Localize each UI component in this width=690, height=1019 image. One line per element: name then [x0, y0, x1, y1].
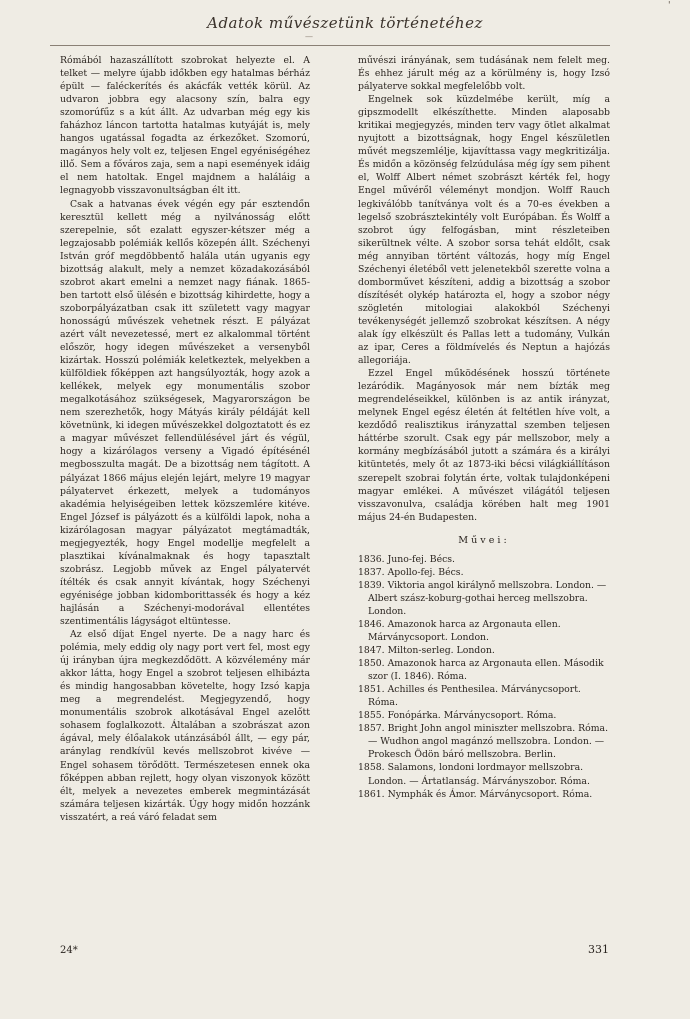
works-heading: Művei:: [458, 534, 510, 546]
work-entry: 1851. Achilles és Penthesilea. Márványcsoport. Róma.: [358, 684, 581, 709]
works-list: [358, 553, 610, 801]
work-entry: 1858. Salamons, londoni lordmayor mellszobra. London. — Ártatlanság. Márványszobor. Róma.: [358, 762, 590, 787]
work-entry: 1847. Milton-serleg. London.: [358, 645, 495, 657]
work-entry: 1836. Juno-fej. Bécs.: [358, 553, 456, 565]
paragraph: Engelnek sok küzdelmébe került, míg a gipszmodellt elkészíthette. Minden alaposabb kritikai megjegyzés, minden terv vagy ötlet alkalmat nyujtott a bizottságnak, hogy Engel készületlen művét megszemlélje, kijavíttassa vagy megkritizálja. És midőn a közönség felzúdulása még így sem pihent el, Wolff Albert német szobrászt kérték fel, hogy Engel művéről véleményt mondjon. Wolff Rauch legkiválóbb tanítványa volt és a 70-es években a legelső szobrásztekintély volt Európában. És Wolff a szobrot úgy felfogásban, mint részleteiben sikerültnek vélte. A szobor sorsa tehát eldőlt, csak még annyiban történt változás, hogy míg Engel Széchenyi életéből vett jelenetekből szerette volna a domborművet készíteni, addig a bizottság a szobor díszítését olykép határozta el, hogy a szobor négy szögletén mitologiai alakokból Széchenyi tevékenységét jellemző szobrokat készítsen. A négy alak így elkészült és Pallas lett a tudomány, Vulkán az ipar, Ceres a földmívelés és Neptun a hajózás allegoriája.: [358, 94, 610, 367]
paragraph: Ezzel Engel működésének hosszú története lezáródik. Magányosok már nem bízták meg megrendeléseikkel, különben is az antik irányzat, melynek Engel egész életén át feltétlen híve volt, a kezdődő realisztikus irányzattal szemben teljesen háttérbe szorult. Csak egy pár mellszobor, mely a kormány megbízásából jutott a számára és a királyi kitüntetés, mely őt az 1873-iki bécsi világkiállításon szerepelt szobrai folytán érte, voltak tulajdonképeni magyar emlékei. A művészet világától teljesen visszavonulva, családja körében halt meg 1901 május 24-én Budapesten.: [358, 368, 610, 523]
work-entry: 1839. Viktoria angol királynő mellszobra. London. — Albert szász-koburg-gothai herceg mellszobra. London.: [358, 579, 607, 617]
work-entry: 1855. Fonópárka. Márványcsoport. Róma.: [358, 710, 557, 722]
paragraph: Rómából hazaszállított szobrokat helyezte el. A telket — melyre újabb időkben egy hatalmas bérház épült — faléckerítés és akácfák vették körül. Az udvaron jobbra egy alacsony szín, balra egy szomorúfűz s a kút állt. Az udvarban még egy kis faházhoz láncon tartotta hatalmas kutyáját is, mely hangos ugatással fogadta az érkezőket. Szomorú, magányos hely volt ez, teljesen Engel egyéniségéhez illő. Sem a főváros zaja, sem a napi események idáig el nem hatoltak. Engel majdnem a haláláig a legnagyobb visszavonultságban élt itt.: [60, 55, 310, 197]
center-mark: —: [305, 32, 313, 41]
left-column: [60, 54, 310, 824]
paragraph: Csak a hatvanas évek végén egy pár esztendőn keresztül kellett még a nyilvánosság előtt szerepelnie, sőt ezalatt egyszer-kétszer még a legzajosabb polémiák kellős közepén állt. Széchenyi István gróf megdöbbentő halála után ugyanis egy bizottság alakult, mely a nemzet közadakozásából szobrot akart emelni a nemzet nagy fiának. 1865-ben tartott első ülésén e bizottság kihirdette, hogy a szoborpályázatban csak itt született vagy magyar honosságú művészek vehetnek részt. E pályázat azért vált nevezetessé, mert ez alkalommal történt először, hogy idegen művészeket a versenyből kizártak. Hosszú polémiák keletkeztek, melyekben a külföldiek főképpen azt hangsúlyozták, hogy azok a kellékek, melyek egy monumentális szobor megalkotásához szükségesek, Magyarországon be nem szerezhetők, hogy Mátyás király példáját kell követnünk, ki idegen művészekkel dolgoztatott és ez a magyar művészet fellendülésével járt és végül, hogy a kizárólagos verseny a Vigadó építésénél megbosszulta magát. De a bizottság nem tágított. A pályázat 1866 május elején lejárt, melyre 19 magyar pályatervet érkezett, melyek a tudományos akadémia helyiségeiben lettek közszemlére kitéve. Engel József is pályázott és a külföldi lapok, noha a kizárólagosan magyar pályázatot megtámadták, megjegyezték, hogy Engel modellje megfelelt a plasztikai kívánalmaknak és hogy tapasztalt szobrász. Legjobb művek az Engel pályatervét ítélték és csak annyit kívántak, hogy Széchenyi egyénisége jobban kidomborittassék és hogy a kéz hajlásán a Széchenyi-modorával ellentétes szentimentális lágyságot eltüntesse.: [60, 198, 310, 628]
work-entry: 1850. Amazonok harca az Argonauta ellen. Második szor (I. 1846). Róma.: [358, 658, 604, 683]
work-entry: 1857. Bright John angol miniszter mellszobra. Róma. — Wudhon angol magánzó mellszobra. London. — Prokesch Ödön báró mellszobra. Berlin.: [358, 723, 609, 761]
work-entry: 1837. Apollo-fej. Bécs.: [358, 566, 464, 578]
paragraph: Az első díjat Engel nyerte. De a nagy harc és polémia, mely eddig oly nagy port vert fel, most egy új irányban újra megkezdődött. A közvélemény már akkor látta, hogy Engel a szobrot teljesen elhibázta és mindig hangosabban követelte, hogy Izsó kapja meg a megrendelést. Megjegyzendő, hogy monumentális szobrok alkotásával Engel azelőtt sohasem foglalkozott. Általában a szobrászat azon ágával, mely élőalakok utánzásából állt, — egy pár, aránylag rendkívül kevés mellszobrot kivéve — Engel sohasem törődött. Természetesen ennek oka főképpen abban rejlett, hogy olyan viszonyok között élt, melyek a nevezetes emberek megmintázását számára teljesen kizárták. Úgy hogy midőn hozzánk visszatért, a reá váró feladat sem: [60, 629, 310, 823]
signature-mark: 24*: [60, 945, 78, 956]
work-entry: 1861. Nymphák és Ámor. Márványcsoport. Róma.: [358, 788, 593, 800]
running-title: Adatok művészetünk történetéhez: [207, 14, 483, 32]
corner-mark: ': [668, 1, 671, 11]
right-column: [358, 54, 610, 801]
header-rule: [50, 45, 610, 46]
page-number: 331: [588, 943, 609, 956]
work-entry: 1846. Amazonok harca az Argonauta ellen. Márványcsoport. London.: [358, 618, 561, 644]
paragraph: művészi irányának, sem tudásának nem felelt meg. És ehhez járult még az a körülmény is, hogy Izsó pályaterve sokkal megfelelőbb volt.: [358, 55, 610, 93]
